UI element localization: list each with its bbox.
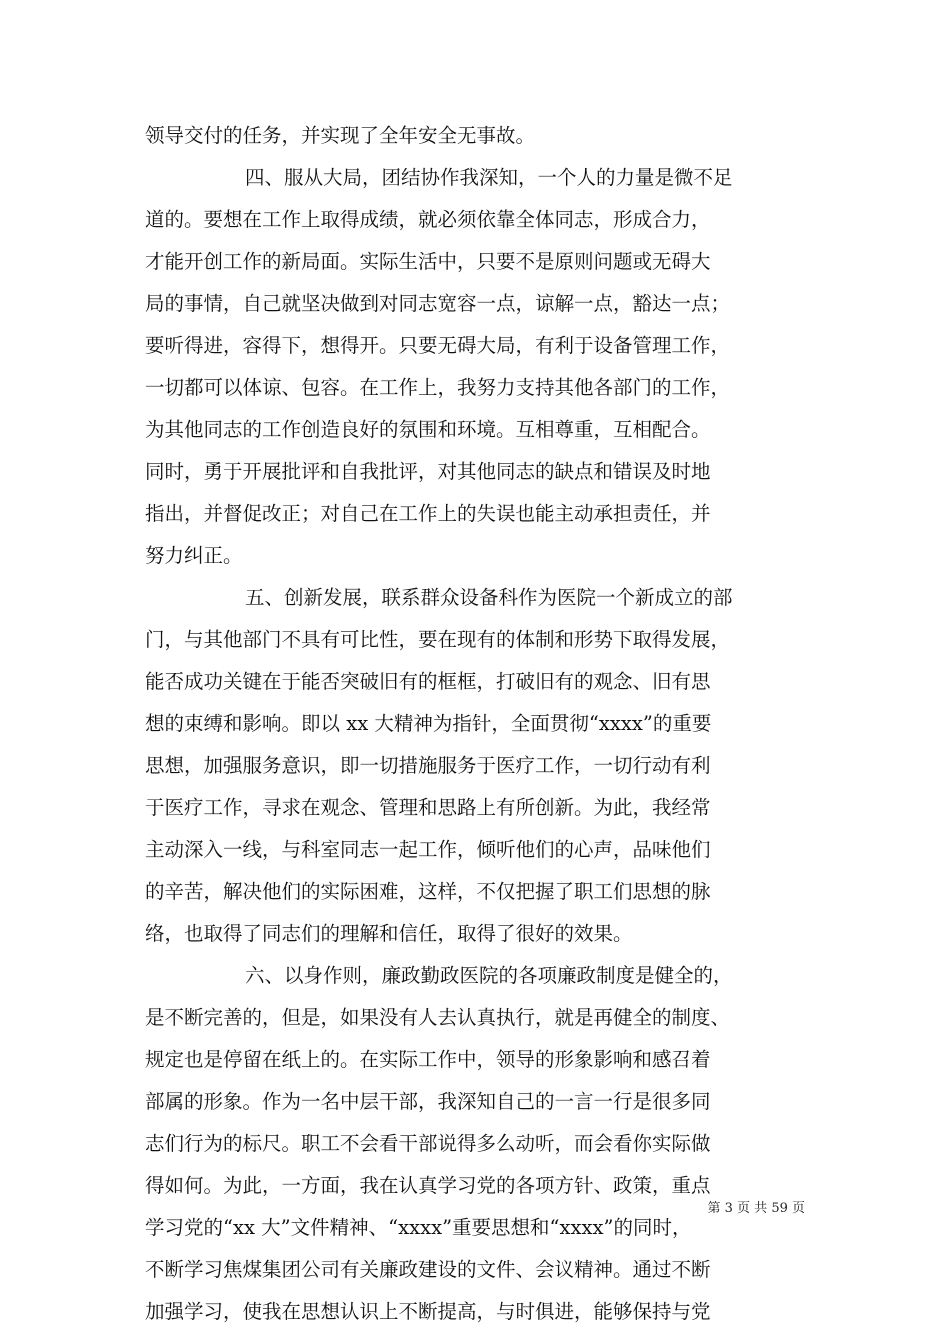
text-line: 于医疗工作，寻求在观念、管理和思路上有所创新。为此，我经常 <box>145 796 711 819</box>
text-line: 志们行为的标尺。职工不会看干部说得多么动听，而会看你实际做 <box>145 1132 711 1155</box>
text-line: 部属的形象。作为一名中层干部，我深知自己的一言一行是很多同 <box>145 1090 711 1113</box>
text-line: 能否成功关键在于能否突破旧有的框框，打破旧有的观念、旧有思 <box>145 670 711 693</box>
text-line: 主动深入一线，与科室同志一起工作，倾听他们的心声，品味他们 <box>145 838 711 861</box>
text-line: 想的束缚和影响。即以 xx 大精神为指针，全面贯彻“xxxx”的重要 <box>145 712 712 735</box>
text-line: 同时，勇于开展批评和自我批评，对其他同志的缺点和错误及时地 <box>145 460 711 483</box>
text-line: 努力纠正。 <box>145 544 243 567</box>
text-line: 局的事情，自己就坚决做到对同志宽容一点，谅解一点，豁达一点； <box>145 292 731 315</box>
paragraph-heading-4: 四、服从大局，团结协作我深知，一个人的力量是微不足 <box>245 166 733 189</box>
text-line: 得如何。为此，一方面，我在认真学习党的各项方针、政策，重点 <box>145 1174 711 1197</box>
text-line: 络，也取得了同志们的理解和信任，取得了很好的效果。 <box>145 922 633 945</box>
text-line: 才能开创工作的新局面。实际生活中，只要不是原则问题或无碍大 <box>145 250 711 273</box>
text-line: 学习党的“xx 大”文件精神、“xxxx”重要思想和“xxxx”的同时， <box>145 1216 692 1239</box>
paragraph-heading-6: 六、以身作则，廉政勤政医院的各项廉政制度是健全的， <box>245 964 733 987</box>
text-line: 加强学习，使我在思想认识上不断提高，与时俱进，能够保持与党 <box>145 1300 711 1323</box>
document-body <box>145 115 810 1333</box>
text-line: 为其他同志的工作创造良好的氛围和环境。互相尊重，互相配合。 <box>145 418 711 441</box>
text-line: 规定也是停留在纸上的。在实际工作中，领导的形象影响和感召着 <box>145 1048 711 1071</box>
page-number-footer: 第 3 页 共 59 页 <box>707 1201 805 1216</box>
text-line: 领导交付的任务，并实现了全年安全无事故。 <box>145 124 536 147</box>
text-line: 不断学习焦煤集团公司有关廉政建设的文件、会议精神。通过不断 <box>145 1258 711 1281</box>
text-line: 的辛苦，解决他们的实际困难，这样，不仅把握了职工们思想的脉 <box>145 880 711 903</box>
text-line: 指出，并督促改正；对自己在工作上的失误也能主动承担责任，并 <box>145 502 711 525</box>
paragraph-heading-5: 五、创新发展，联系群众设备科作为医院一个新成立的部 <box>245 586 733 609</box>
text-line: 道的。要想在工作上取得成绩，就必须依靠全体同志，形成合力， <box>145 208 711 231</box>
text-line: 门，与其他部门不具有可比性，要在现有的体制和形势下取得发展， <box>145 628 731 651</box>
text-line: 是不断完善的，但是，如果没有人去认真执行，就是再健全的制度、 <box>145 1006 731 1029</box>
text-line: 一切都可以体谅、包容。在工作上，我努力支持其他各部门的工作， <box>145 376 731 399</box>
text-line: 思想，加强服务意识，即一切措施服务于医疗工作，一切行动有利 <box>145 754 711 777</box>
text-line: 要听得进，容得下，想得开。只要无碍大局，有利于设备管理工作， <box>145 334 731 357</box>
